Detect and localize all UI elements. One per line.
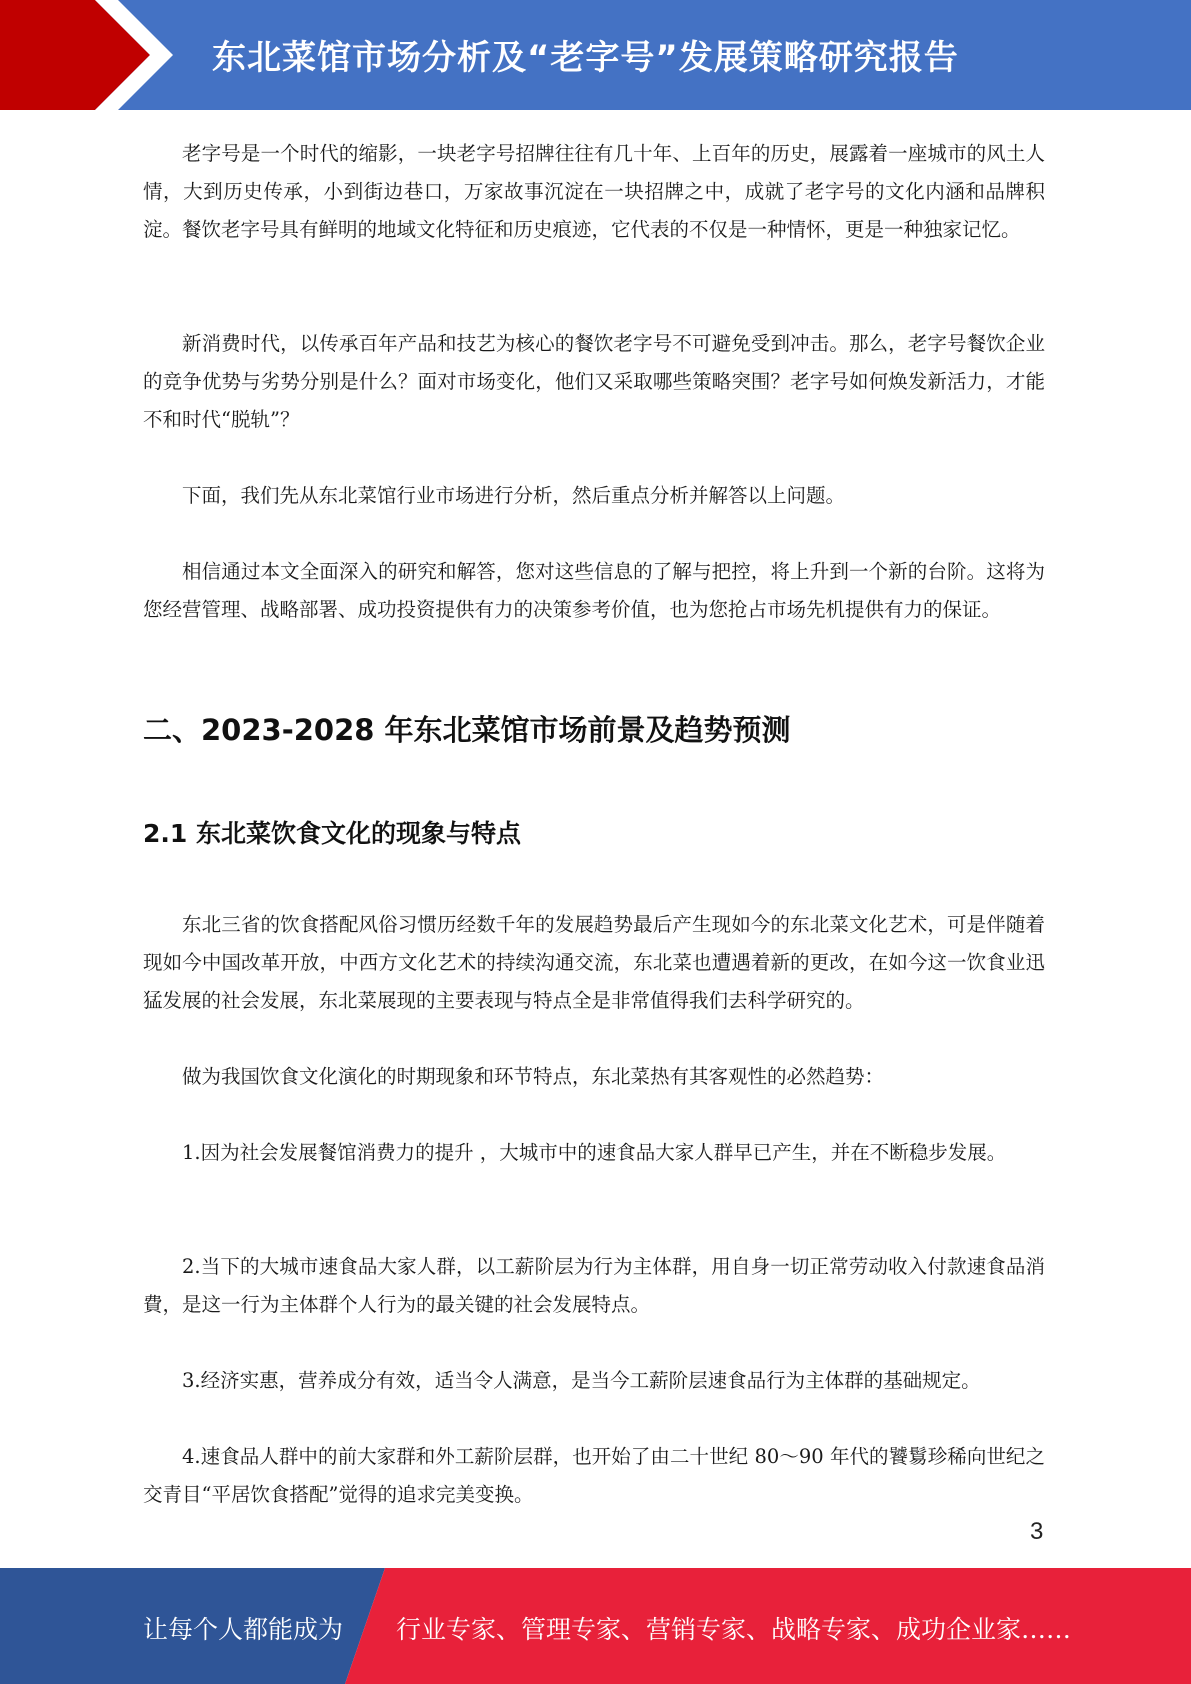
intro-paragraph-2: 新消费时代，以传承百年产品和技艺为核心的餐饮老字号不可避免受到冲击。那么，老字号餐饮企业的竞争优势与劣势分别是什么？面对市场变化，他们又采取哪些策略突围？老字号如何焕发新活力，才能不和时代“脱轨”？	[143, 332, 1045, 431]
footer-band	[0, 1568, 1191, 1684]
list-item-4: 4.速食品人群中的前大家群和外工薪阶层群，也开始了由二十世纪 80～90 年代的饕鬄珍稀向世纪之交青目“平居饮食搭配”觉得的追求完美变换。	[143, 1445, 1045, 1506]
page-number: 3	[1030, 1518, 1044, 1545]
section-heading: 二、2023-2028 年东北菜馆市场前景及趋势预测	[143, 713, 791, 747]
body-paragraph-2: 做为我国饮食文化演化的时期现象和环节特点，东北菜热有其客观性的必然趋势：	[182, 1065, 885, 1088]
list-item-3: 3.经济实惠，营养成分有效，适当令人满意，是当今工薪阶层速食品行为主体群的基础规定。	[182, 1369, 981, 1392]
subsection-heading: 2.1 东北菜饮食文化的现象与特点	[143, 819, 521, 848]
body-paragraph-1: 东北三省的饮食搭配风俗习惯历经数千年的发展趋势最后产生现如今的东北菜文化艺术，可是伴随着现如今中国改革开放，中西方文化艺术的持续沟通交流，东北菜也遭遇着新的更改，在如今这一饮食业迅猛发展的社会发展，东北菜展现的主要表现与特点全是非常值得我们去科学研究的。	[143, 913, 1045, 1012]
list-item-2: 2.当下的大城市速食品大家人群，以工薪阶层为行为主体群，用自身一切正常劳动收入付款速食品消費，是这一行为主体群个人行为的最关键的社会发展特点。	[143, 1255, 1045, 1316]
report-title: 东北菜馆市场分析及“老字号”发展策略研究报告	[212, 38, 959, 78]
footer-slogan-right: 行业专家、管理专家、营销专家、战略专家、成功企业家……	[396, 1615, 1072, 1644]
list-item-1: 1.因为社会发展餐馆消费力的提升 ，大城市中的速食品大家人群早已产生，并在不断稳步发展。	[182, 1141, 1007, 1164]
footer-slogan-left: 让每个人都能成为	[143, 1615, 344, 1644]
report-header-band	[0, 0, 1191, 110]
intro-paragraph-4: 相信通过本文全面深入的研究和解答，您对这些信息的了解与把控，将上升到一个新的台阶。这将为您经营管理、战略部署、成功投资提供有力的决策参考价值，也为您抢占市场先机提供有力的保证。	[143, 560, 1045, 621]
intro-paragraph-1: 老字号是一个时代的缩影，一块老字号招牌往往有几十年、上百年的历史，展露着一座城市的风土人情，大到历史传承，小到街边巷口，万家故事沉淀在一块招牌之中，成就了老字号的文化内涵和品牌积淀。餐饮老字号具有鲜明的地域文化特征和历史痕迹，它代表的不仅是一种情怀，更是一种独家记忆。	[143, 142, 1045, 241]
intro-paragraph-3: 下面，我们先从东北菜馆行业市场进行分析，然后重点分析并解答以上问题。	[182, 484, 846, 507]
